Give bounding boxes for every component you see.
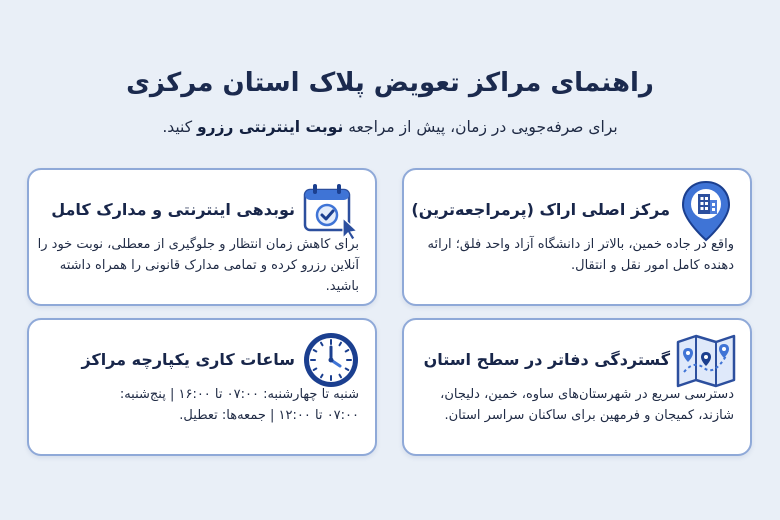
card-main-center <box>402 168 752 306</box>
subtitle-suffix: کنید. <box>162 118 198 136</box>
card-title: مرکز اصلی اراک (پرمراجعه‌ترین) <box>411 200 670 219</box>
card-title: نوبدهی اینترنتی و مدارک کامل <box>51 200 295 219</box>
card-province-offices <box>402 318 752 456</box>
card-body: برای کاهش زمان انتظار و جلوگیری از معطلی، نوبت خود را آنلاین رزرو کرده و تمامی مدارک قانونی را همراه داشته باشید. <box>37 237 359 294</box>
clock-icon <box>299 328 363 392</box>
folded-map-icon <box>674 328 738 392</box>
card-working-hours <box>27 318 377 456</box>
hours-line-1: شنبه تا چهارشنبه: ۰۷:۰۰ تا ۱۶:۰۰ | پنج‌شنبه: <box>119 387 359 402</box>
card-title: ساعات کاری یکپارچه مراکز <box>81 350 295 369</box>
card-body: دسترسی سریع در شهرستان‌های ساوه، خمین، دلیجان، شازند، کمیجان و فرمهین برای ساکنان سراسر استان. <box>440 387 734 423</box>
card-title: گستردگی دفاتر در سطح استان <box>423 350 670 369</box>
calendar-check-icon <box>299 178 363 242</box>
page-subtitle <box>0 118 780 136</box>
subtitle-prefix: برای صرفه‌جویی در زمان، پیش از مراجعه <box>343 118 618 136</box>
subtitle-bold: نوبت اینترنتی رزرو <box>197 118 344 136</box>
card-body: واقع در جاده خمین، بالاتر از دانشگاه آزاد واحد فلق؛ ارائه دهنده کامل امور نقل و انتقال. <box>427 237 734 273</box>
card-body <box>37 384 359 426</box>
map-pin-building-icon <box>674 178 738 242</box>
hours-line-2: ۰۷:۰۰ تا ۱۲:۰۰ | جمعه‌ها: تعطیل. <box>179 408 359 423</box>
page-title: راهنمای مراکز تعویض پلاک استان مرکزی <box>126 68 654 98</box>
card-online-booking <box>27 168 377 306</box>
